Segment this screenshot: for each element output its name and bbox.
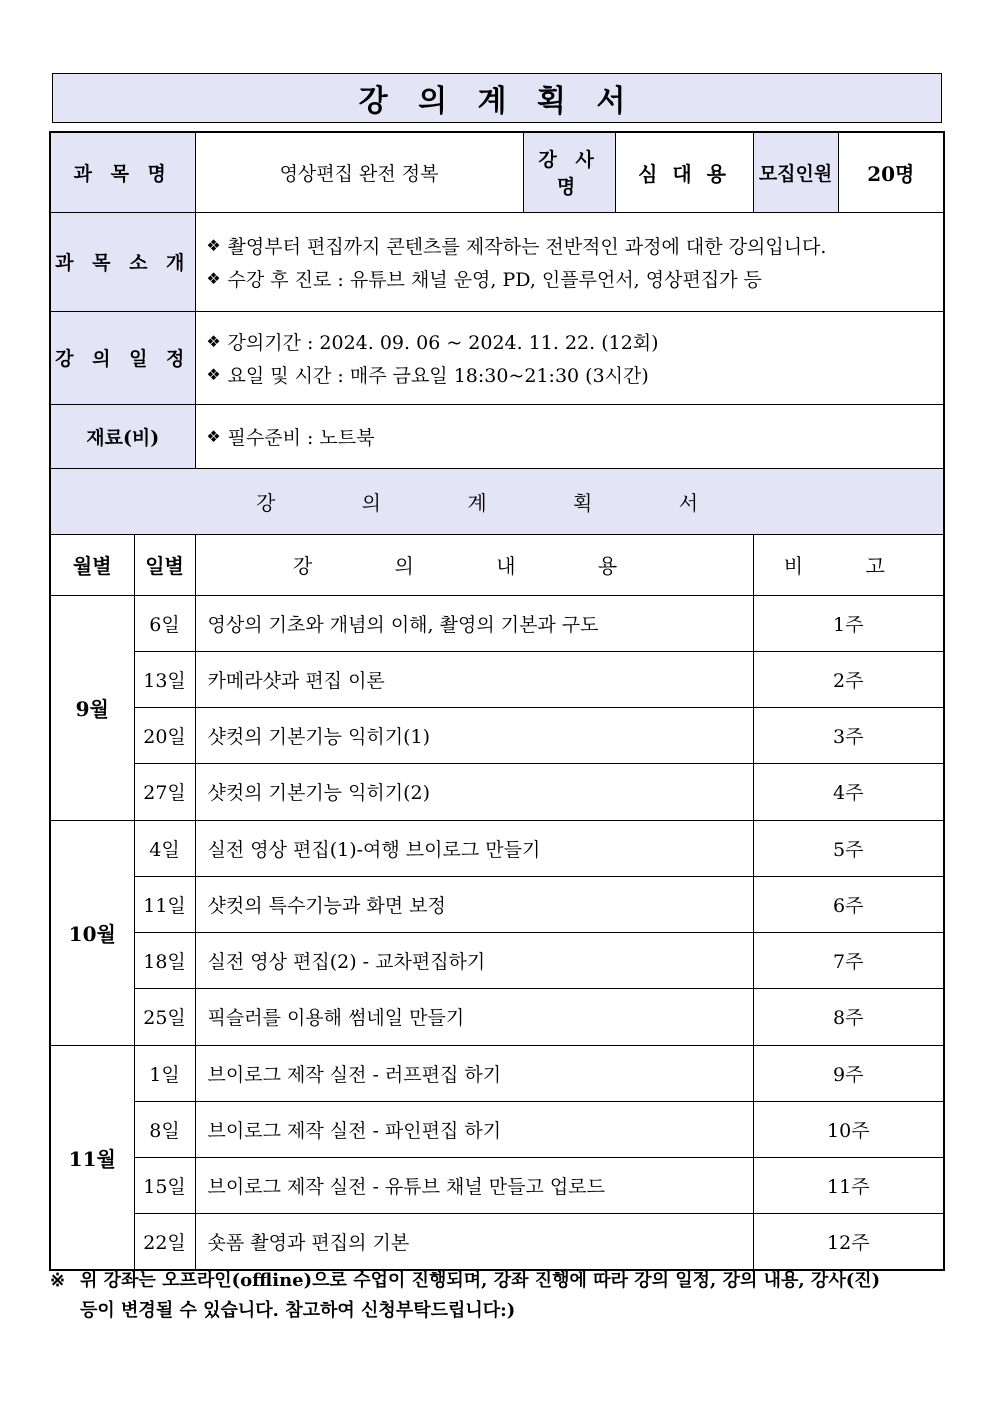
week-cell: 10주 [753, 1101, 944, 1157]
material-label: 재료(비) [50, 404, 195, 468]
instructor-label: 강 사 명 [523, 132, 615, 212]
table-row [50, 988, 944, 1045]
table-row [50, 595, 944, 651]
diamond-bullet-icon: ❖ [206, 331, 221, 351]
month-header: 월별 [50, 534, 134, 595]
material-content [195, 404, 944, 468]
schedule-label: 강 의 일 정 [50, 311, 195, 404]
day-cell: 18일 [134, 932, 195, 988]
table-row [50, 1101, 944, 1157]
lecture-content-cell: 샷컷의 특수기능과 화면 보정 [195, 876, 753, 932]
instructor-value: 심 대 용 [615, 132, 753, 212]
week-cell: 2주 [753, 651, 944, 707]
day-cell: 4일 [134, 820, 195, 876]
lecture-content-cell: 픽슬러를 이용해 썸네일 만들기 [195, 988, 753, 1045]
lecture-content-cell: 카메라샷과 편집 이론 [195, 651, 753, 707]
day-cell: 25일 [134, 988, 195, 1045]
week-cell: 11주 [753, 1157, 944, 1213]
week-cell: 8주 [753, 988, 944, 1045]
subject-label: 과 목 명 [50, 132, 195, 212]
schedule-line: ❖ 요일 및 시간 : 매주 금요일 18:30~21:30 (3시간) [200, 358, 944, 391]
month-cell: 11월 [50, 1045, 134, 1270]
lecture-content-cell: 샷컷의 기본기능 익히기(2) [195, 763, 753, 820]
course-plan-table [49, 131, 945, 1271]
intro-line: ❖ 촬영부터 편집까지 콘텐츠를 제작하는 전반적인 과정에 대한 강의입니다. [200, 229, 944, 262]
month-cell: 10월 [50, 820, 134, 1045]
reference-mark-icon: ※ [50, 1270, 66, 1291]
plan-rows [50, 595, 944, 1270]
diamond-bullet-icon: ❖ [206, 364, 221, 384]
day-cell: 11일 [134, 876, 195, 932]
capacity-label: 모집인원 [753, 132, 838, 212]
day-cell: 6일 [134, 595, 195, 651]
schedule-content [195, 311, 944, 404]
footnote-line-1: 위 강좌는 오프라인(offline)으로 수업이 진행되며, 강좌 진행에 따라 강의 일정, 강의 내용, 강사(진) [80, 1270, 881, 1291]
table-row [50, 876, 944, 932]
diamond-bullet-icon: ❖ [206, 426, 221, 446]
lecture-content-cell: 실전 영상 편집(1)-여행 브이로그 만들기 [195, 820, 753, 876]
day-cell: 8일 [134, 1101, 195, 1157]
lecture-content-cell: 실전 영상 편집(2) - 교차편집하기 [195, 932, 753, 988]
month-cell: 9월 [50, 595, 134, 820]
document-title: 강 의 계 획 서 [52, 73, 942, 123]
content-header: 강 의 내 용 [195, 534, 753, 595]
capacity-value: 20명 [838, 132, 944, 212]
week-cell: 1주 [753, 595, 944, 651]
table-row [50, 707, 944, 763]
lecture-content-cell: 브이로그 제작 실전 - 유튜브 채널 만들고 업로드 [195, 1157, 753, 1213]
week-cell: 9주 [753, 1045, 944, 1101]
table-row [50, 820, 944, 876]
week-cell: 3주 [753, 707, 944, 763]
day-cell: 20일 [134, 707, 195, 763]
week-cell: 5주 [753, 820, 944, 876]
day-cell: 15일 [134, 1157, 195, 1213]
intro-label: 과 목 소 개 [50, 212, 195, 311]
footnote [50, 1266, 943, 1326]
note-header: 비 고 [753, 534, 944, 595]
day-cell: 22일 [134, 1213, 195, 1270]
diamond-bullet-icon: ❖ [206, 235, 221, 255]
week-cell: 6주 [753, 876, 944, 932]
table-row [50, 1157, 944, 1213]
lecture-content-cell: 브이로그 제작 실전 - 파인편집 하기 [195, 1101, 753, 1157]
lecture-content-cell: 브이로그 제작 실전 - 러프편집 하기 [195, 1045, 753, 1101]
day-cell: 27일 [134, 763, 195, 820]
plan-section-title: 강 의 계 획 서 [50, 468, 944, 534]
table-row [50, 932, 944, 988]
week-cell: 4주 [753, 763, 944, 820]
lecture-content-cell: 영상의 기초와 개념의 이해, 촬영의 기본과 구도 [195, 595, 753, 651]
lecture-content-cell: 샷컷의 기본기능 익히기(1) [195, 707, 753, 763]
material-line: ❖ 필수준비 : 노트북 [200, 420, 944, 453]
table-row [50, 651, 944, 707]
footnote-line-2: 등이 변경될 수 있습니다. 참고하여 신청부탁드립니다:) [80, 1300, 516, 1321]
day-cell: 13일 [134, 651, 195, 707]
table-row [50, 1045, 944, 1101]
week-cell: 12주 [753, 1213, 944, 1270]
diamond-bullet-icon: ❖ [206, 268, 221, 288]
table-row [50, 763, 944, 820]
week-cell: 7주 [753, 932, 944, 988]
subject-value: 영상편집 완전 정복 [195, 132, 523, 212]
schedule-line: ❖ 강의기간 : 2024. 09. 06 ~ 2024. 11. 22. (12회) [200, 325, 944, 358]
table-row [50, 1213, 944, 1270]
day-header: 일별 [134, 534, 195, 595]
intro-line: ❖ 수강 후 진로 : 유튜브 채널 운영, PD, 인플루언서, 영상편집가 등 [200, 262, 944, 295]
lecture-content-cell: 숏폼 촬영과 편집의 기본 [195, 1213, 753, 1270]
day-cell: 1일 [134, 1045, 195, 1101]
intro-content [195, 212, 944, 311]
